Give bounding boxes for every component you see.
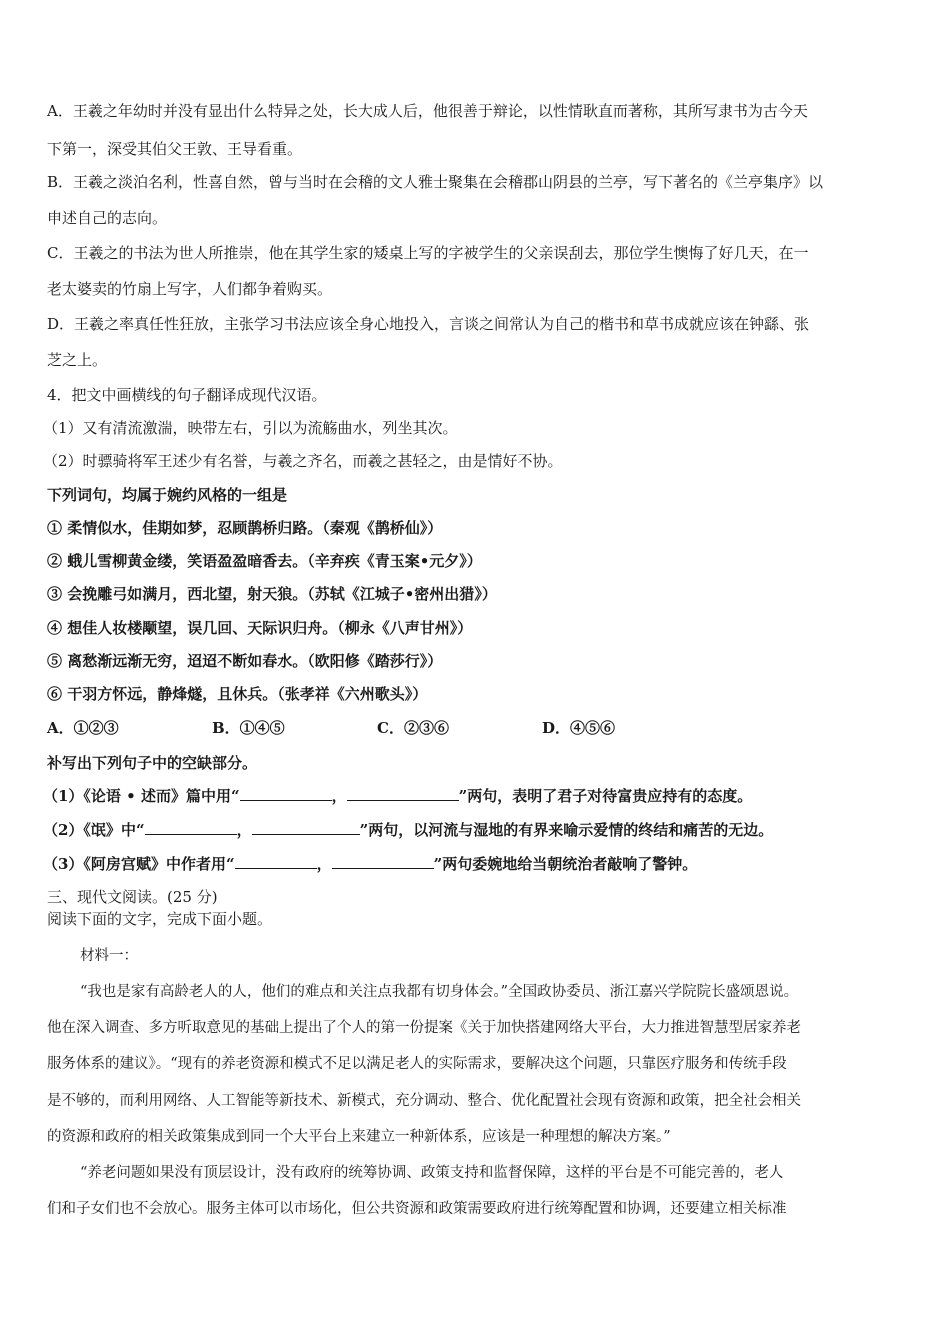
ci-item: ④ 想佳人妆楼颙望，误几回、天际识归舟。（柳永《八声甘州》） — [47, 619, 473, 637]
q4-sentence-1: （1）又有清流激湍，映带左右，引以为流觞曲水，列坐其次。 — [43, 419, 458, 437]
ci-item: ② 蛾儿雪柳黄金缕，笑语盈盈暗香去。（辛弃疾《青玉案•元夕》） — [47, 552, 482, 570]
q3-option-c-line2: 老太婆卖的竹扇上写字，人们都争着购买。 — [47, 280, 333, 298]
fill-blank[interactable] — [240, 786, 332, 801]
fill-blank[interactable] — [235, 854, 317, 869]
ci-question-stem: 下列词句，均属于婉约风格的一组是 — [47, 486, 288, 504]
ci-item: ① 柔情似水，佳期如梦，忍顾鹊桥归路。（秦观《鹊桥仙》） — [47, 519, 443, 537]
fill-blank[interactable] — [347, 786, 459, 801]
fill-blank[interactable] — [252, 820, 360, 835]
fill-stem: 补写出下列句子中的空缺部分。 — [47, 754, 258, 772]
ci-options — [47, 718, 615, 738]
q3-option-d-line1: D．王羲之率真任性狂放，主张学习书法应该全身心地投入，言谈之间常认为自己的楷书和草书成就应该在钟繇、张 — [47, 315, 810, 333]
q3-option-c-line1: C．王羲之的书法为世人所推崇，他在其学生家的矮桌上写的字被学生的父亲误刮去，那位学生懊悔了好几天，在一 — [47, 244, 809, 262]
paragraph-line: 服务体系的建议》。“现有的养老资源和模式不足以满足老人的实际需求，要解决这个问题，只靠医疗服务和传统手段 — [47, 1056, 787, 1072]
section-3-heading: 三、现代文阅读。(25 分) — [47, 888, 218, 906]
fill-question-2: （2）《氓》中“ ， ”两句，以河流与湿地的有界来喻示爱情的终结和痛苦的无边。 — [43, 821, 774, 839]
q4-sentence-2: （2）时骠骑将军王述少有名誉，与羲之齐名，而羲之甚轻之，由是情好不协。 — [43, 452, 563, 470]
q3-option-b-line2: 申述自己的志向。 — [47, 209, 168, 227]
ci-item: ⑤ 离愁渐远渐无穷，迢迢不断如春水。（欧阳修《踏莎行》） — [47, 652, 443, 670]
q3-option-a-line1: A．王羲之年幼时并没有显出什么特异之处，长大成人后，他很善于辩论，以性情耿直而著称，其所写隶书为古今天 — [47, 102, 808, 120]
paragraph-line: 们和子女们也不会放心。服务主体可以市场化，但公共资源和政策需要政府进行统筹配置和协调，还要建立相关标准 — [47, 1201, 787, 1217]
ci-option-b: B．①④⑤ — [212, 719, 285, 737]
paragraph-line: 是不够的，而利用网络、人工智能等新技术、新模式，充分调动、整合、优化配置社会现有资源和政策，把全社会相关 — [47, 1093, 801, 1109]
ci-option-a: A．①②③ — [47, 719, 119, 737]
paragraph-line: “养老问题如果没有顶层设计，没有政府的统筹协调、政策支持和监督保障，这样的平台是不可能完善的，老人 — [80, 1165, 784, 1181]
q3-option-b-line1: B．王羲之淡泊名利，性喜自然，曾与当时在会稽的文人雅士聚集在会稽郡山阴县的兰亭，写下著名的《兰亭集序》以 — [47, 173, 824, 191]
fill-blank[interactable] — [332, 854, 434, 869]
fill-question-3: （3）《阿房宫赋》中作者用“ ， ”两句委婉地给当朝统治者敲响了警钟。 — [43, 855, 698, 873]
section-3-instruction: 阅读下面的文字，完成下面小题。 — [47, 910, 273, 928]
q3-option-d-line2: 芝之上。 — [47, 351, 108, 369]
ci-option-c: C．②③⑥ — [377, 719, 449, 737]
material-label: 材料一： — [80, 948, 138, 964]
fill-question-1: （1）《论语 • 述而》篇中用“ ， ”两句，表明了君子对待富贵应持有的态度。 — [43, 787, 753, 805]
paragraph-line: “我也是家有高龄老人的人，他们的难点和关注点我都有切身体会。”全国政协委员、浙江嘉兴学院院长盛颂恩说。 — [80, 984, 799, 1000]
paragraph-line: 的资源和政府的相关政策集成到同一个大平台上来建立一种新体系，应该是一种理想的解决方案。” — [47, 1129, 671, 1145]
q3-option-a-line2: 下第一，深受其伯父王敦、王导看重。 — [47, 140, 303, 158]
ci-item: ③ 会挽雕弓如满月，西北望，射天狼。（苏轼《江城子•密州出猎》） — [47, 585, 497, 603]
ci-item: ⑥ 干羽方怀远，静烽燧，且休兵。（张孝祥《六州歌头》） — [47, 685, 428, 703]
ci-option-d: D．④⑤⑥ — [542, 719, 616, 737]
q4-stem: 4．把文中画横线的句子翻译成现代汉语。 — [47, 386, 327, 404]
fill-blank[interactable] — [145, 820, 237, 835]
paragraph-line: 他在深入调查、多方听取意见的基础上提出了个人的第一份提案《关于加快搭建网络大平台，大力推进智慧型居家养老 — [47, 1020, 801, 1036]
